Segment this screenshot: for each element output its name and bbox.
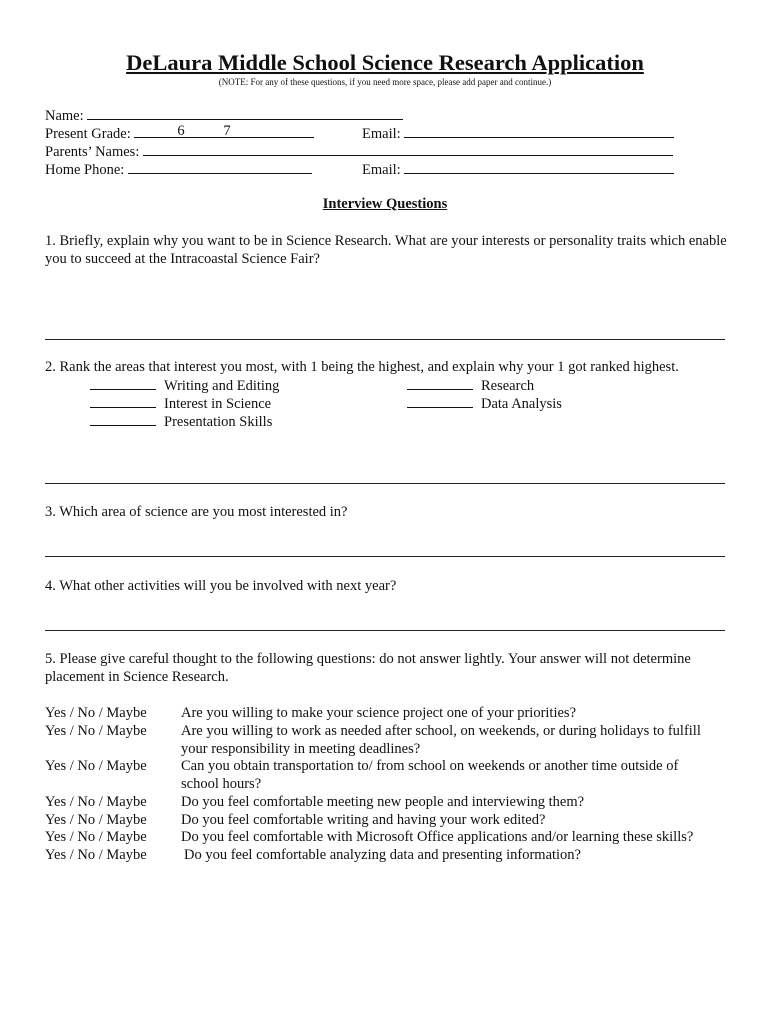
rank-blank[interactable] xyxy=(90,376,156,390)
email-label: Email: xyxy=(362,126,401,142)
yes-no-maybe-option[interactable]: Yes / No / Maybe xyxy=(45,794,147,810)
parents-row xyxy=(45,142,673,161)
email2-label: Email: xyxy=(362,162,401,178)
question-4: 4. What other activities will you be involved with next year? xyxy=(45,578,397,594)
rank-blank[interactable] xyxy=(407,376,473,390)
interview-heading: Interview Questions xyxy=(322,196,448,212)
page-note: (NOTE: For any of these questions, if you need more space, please add paper and continue.) xyxy=(218,77,552,87)
rank-item-research: Research xyxy=(407,376,534,395)
question-5: 5. Please give careful thought to the following questions: do not answer lightly. Your answer will not determine placement in Science Research. xyxy=(45,651,691,685)
grade-label: Present Grade: xyxy=(45,126,131,142)
question-3: 3. Which area of science are you most interested in? xyxy=(45,504,348,520)
yes-no-question: Are you willing to work as needed after school, on weekends, or during holidays to fulfill your responsibility in meeting deadlines? xyxy=(181,723,701,757)
parents-field[interactable] xyxy=(143,142,673,156)
grade-option-7[interactable]: 7 xyxy=(223,123,231,139)
rank-blank[interactable] xyxy=(90,394,156,408)
email2-field[interactable] xyxy=(404,160,674,174)
rank-item-interest: Interest in Science xyxy=(90,394,271,413)
answer-line-4[interactable] xyxy=(45,630,725,631)
parents-label: Parents’ Names: xyxy=(45,144,140,160)
yes-no-maybe-option[interactable]: Yes / No / Maybe xyxy=(45,812,147,828)
yes-no-maybe-option[interactable]: Yes / No / Maybe xyxy=(45,847,147,863)
grade-row xyxy=(45,124,314,143)
phone-field[interactable] xyxy=(128,160,312,174)
phone-row xyxy=(45,160,312,179)
email-row xyxy=(362,124,674,143)
answer-line-2[interactable] xyxy=(45,483,725,484)
answer-line-1[interactable] xyxy=(45,339,725,340)
yes-no-question: Do you feel comfortable meeting new people and interviewing them? xyxy=(181,794,585,810)
yes-no-maybe-option[interactable]: Yes / No / Maybe xyxy=(45,705,147,721)
yes-no-maybe-option[interactable]: Yes / No / Maybe xyxy=(45,829,147,845)
yes-no-question: Do you feel comfortable analyzing data and presenting information? xyxy=(184,847,581,863)
yes-no-question: Are you willing to make your science project one of your priorities? xyxy=(181,705,577,721)
rank-item-presentation: Presentation Skills xyxy=(90,412,272,431)
email-field[interactable] xyxy=(404,124,674,138)
yes-no-question: Do you feel comfortable writing and having your work edited? xyxy=(181,812,546,828)
grade-option-6[interactable]: 6 xyxy=(177,123,185,139)
name-field[interactable] xyxy=(87,106,403,120)
yes-no-maybe-option[interactable]: Yes / No / Maybe xyxy=(45,758,147,774)
phone-label: Home Phone: xyxy=(45,162,125,178)
rank-blank[interactable] xyxy=(90,412,156,426)
grade-field[interactable] xyxy=(134,124,314,138)
question-2: 2. Rank the areas that interest you most, with 1 being the highest, and explain why your 1 got ranked highest. xyxy=(45,359,679,375)
answer-line-3[interactable] xyxy=(45,556,725,557)
yes-no-maybe-option[interactable]: Yes / No / Maybe xyxy=(45,723,147,739)
email2-row xyxy=(362,160,674,179)
yes-no-question: Can you obtain transportation to/ from school on weekends or another time outside of school hours? xyxy=(181,758,679,792)
question-1: 1. Briefly, explain why you want to be in Science Research. What are your interests or personality traits which enable you to succeed at the Intracoastal Science Fair? xyxy=(45,233,727,267)
rank-blank[interactable] xyxy=(407,394,473,408)
rank-item-writing: Writing and Editing xyxy=(90,376,279,395)
rank-item-data-analysis: Data Analysis xyxy=(407,394,562,413)
yes-no-question: Do you feel comfortable with Microsoft Office applications and/or learning these skills? xyxy=(181,829,694,845)
name-label: Name: xyxy=(45,108,84,124)
page-title: DeLaura Middle School Science Research Application xyxy=(126,50,644,75)
